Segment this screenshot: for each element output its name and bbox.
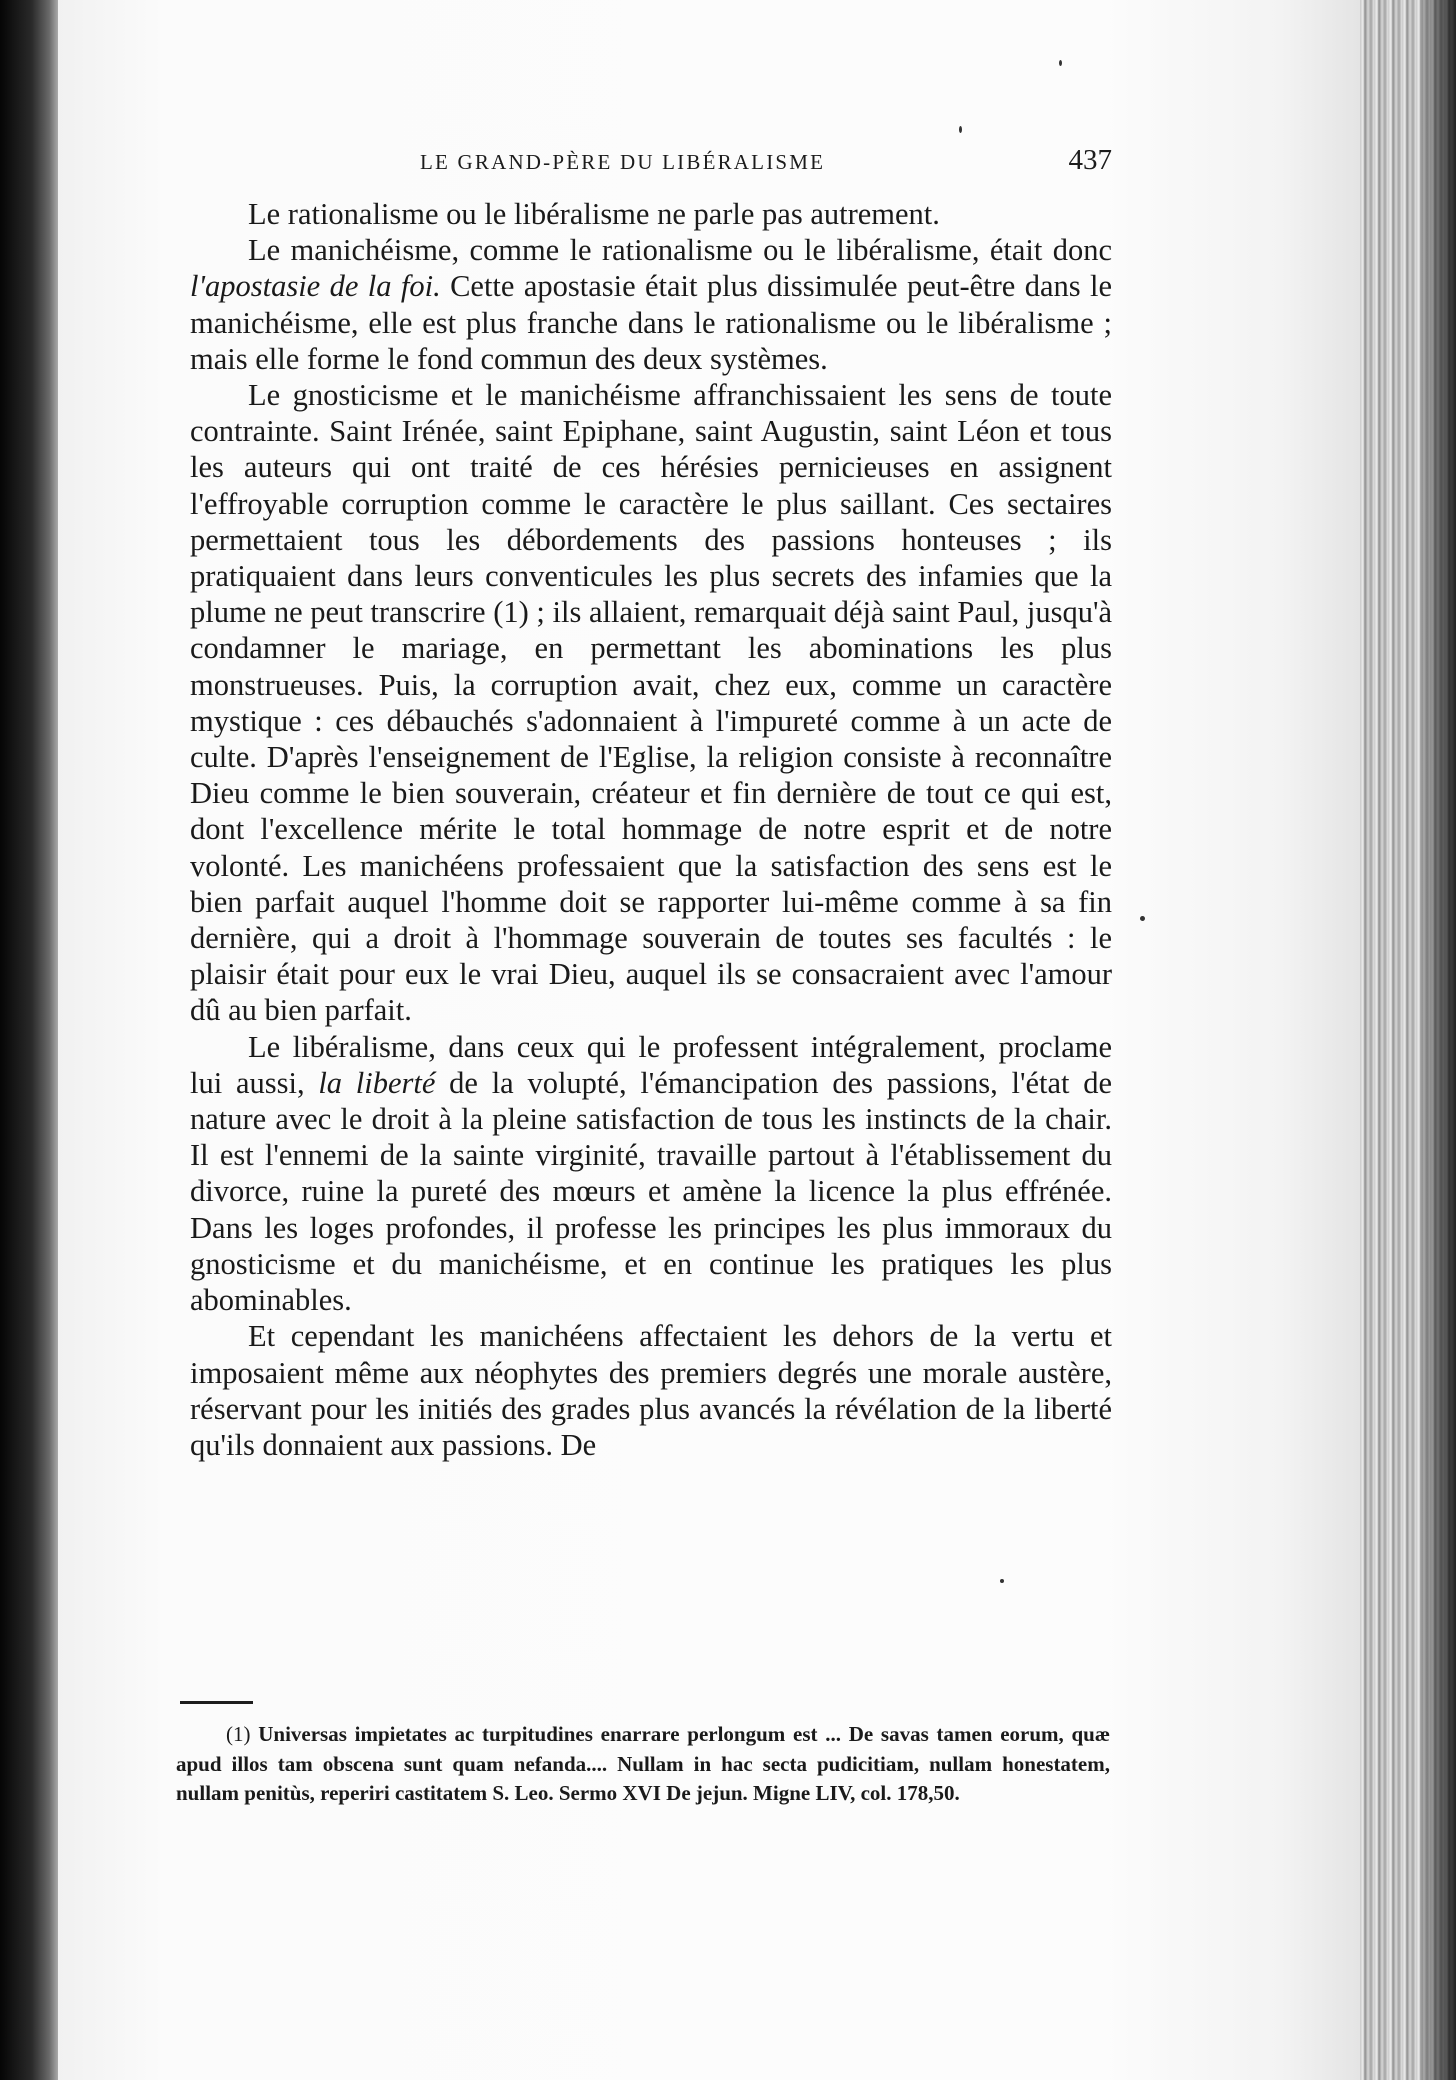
- scan-speck: [1059, 60, 1062, 66]
- page-number: 437: [1068, 144, 1112, 176]
- paragraph-3: Le gnosticisme et le manichéisme affranchissaient les sens de toute contrainte. Saint Irénée, saint Epiphane, saint Augustin, saint Léon et tous les auteurs qui ont traité de ces hérésies pernicieuses en assignent l'effroyable corruption comme le caractère le plus saillant. Ces sectaires permettaient tous les débordements des passions honteuses ; ils pratiquaient dans leurs conventicules les plus secrets des infamies que la plume ne peut transcrire (1) ; ils allaient, remarquait déjà saint Paul, jusqu'à condamner le mariage, en permettant les abominations les plus monstrueuses. Puis, la corruption avait, chez eux, comme un caractère mystique : ces débauchés s'adonnaient à l'impureté comme à un acte de culte. D'après l'enseignement de l'Eglise, la religion consiste à reconnaître Dieu comme le bien souverain, créateur et fin dernière de tout ce qui est, dont l'excellence mérite le total hommage de notre esprit et de notre volonté. Les manichéens professaient que la satisfaction des sens est le bien parfait auquel l'homme doit se rapporter lui-même comme à sa fin dernière, qui a droit à l'hommage souverain de toutes ses facultés : le plaisir était pour eux le vrai Dieu, auquel ils se consacraient avec l'amour dû au bien parfait.: [190, 378, 1112, 1028]
- footnote-marker: (1): [226, 1722, 251, 1746]
- page-edges: [1360, 0, 1456, 2080]
- scan-speck: [1000, 1579, 1004, 1583]
- paragraph-2: [190, 232, 1112, 377]
- paragraph-4-text-a: Le libéralisme, dans ceux qui le professent intégralement, proclame lui aussi,: [190, 1029, 1112, 1100]
- paragraph-2-text-b: Cette apostasie était plus dissimulée peut-être dans le manichéisme, elle est plus franche dans le rationalisme ou le libéralisme ; mais elle forme le fond commun des deux systèmes.: [190, 269, 1112, 376]
- paragraph-4-emphasis: la liberté: [318, 1065, 436, 1100]
- running-header: [190, 146, 1122, 186]
- scan-speck: [959, 126, 962, 133]
- paragraph-5: Et cependant les manichéens affectaient les dehors de la vertu et imposaient même aux néophytes des premiers degrés une morale austère, réservant pour les initiés des grades plus avancés la révélation de la liberté qu'ils donnaient aux passions. De: [190, 1319, 1112, 1462]
- main-text: [190, 196, 1112, 1463]
- scan-speck: [1140, 916, 1145, 921]
- paragraph-4: [190, 1029, 1112, 1319]
- footnote-text: Universas impietates ac turpitudines enarrare perlongum est ... De savas tamen eorum, quæ apud illos tam obscena sunt quam nefanda.... Nullam in hac secta pudicitiam, nullam honestatem, nullam penitùs, reperiri castitatem S. Leo. Sermo XVI De jejun. Migne LIV, col. 178,50.: [176, 1722, 1111, 1805]
- paragraph-2-emphasis: l'apostasie de la foi.: [190, 269, 441, 304]
- footnote: [176, 1720, 1110, 1809]
- footnote-rule: [180, 1701, 253, 1704]
- paragraph-4-text-b: de la volupté, l'émancipation des passions, l'état de nature avec le droit à la pleine satisfaction de tous les instincts de la chair. Il est l'ennemi de la sainte virginité, travaille partout à l'établissement du divorce, ruine la pureté des mœurs et amène la licence la plus effrénée. Dans les loges profondes, il professe les principes les plus immoraux du gnosticisme et du manichéisme, et en continue les pratiques les plus abominables.: [190, 1065, 1113, 1318]
- book-gutter-shadow: [0, 0, 58, 2080]
- paragraph-1: Le rationalisme ou le libéralisme ne parle pas autrement.: [248, 197, 940, 231]
- running-title: LE GRAND-PÈRE DU LIBÉRALISME: [420, 150, 826, 174]
- paragraph-2-text-a: Le manichéisme, comme le rationalisme ou le libéralisme, était donc: [248, 233, 1112, 268]
